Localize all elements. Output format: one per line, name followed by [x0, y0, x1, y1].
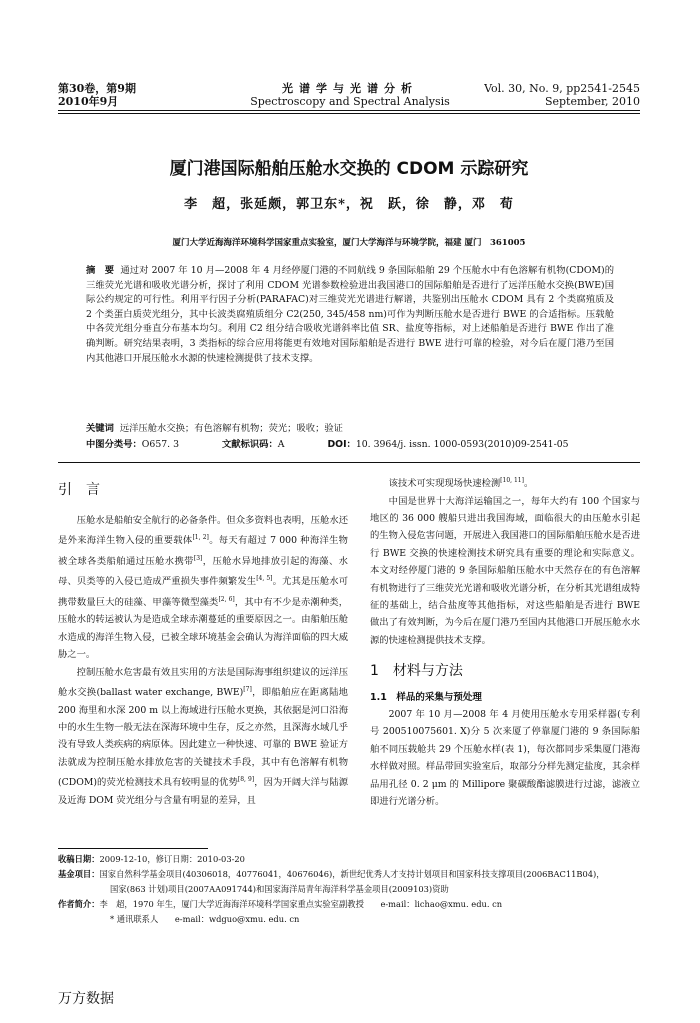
- left-column: [58, 482, 348, 809]
- abstract-label: 摘 要: [86, 265, 115, 276]
- received-date: 收稿日期：2009-12-10，修订日期：2010-03-20: [58, 854, 245, 864]
- footnotes: [58, 852, 648, 927]
- footnote-rule: [58, 848, 208, 849]
- keywords-label: 关键词: [86, 423, 114, 434]
- doc-code-value: A: [277, 439, 285, 450]
- affiliation: 厦门大学近海海洋环境科学国家重点实验室，厦门大学海洋与环境学院，福建 厦门 361005: [172, 238, 526, 248]
- doi-value: 10. 3964/j. issn. 1000-0593(2010)09-2541-05: [355, 439, 569, 450]
- keywords: [86, 422, 614, 436]
- header-volume: [58, 82, 136, 108]
- header-volume-cn: 第30卷，第9期: [58, 82, 136, 95]
- abstract-rule: [58, 462, 640, 463]
- intro-paragraph: 压舱水是船舶安全航行的必备条件。但众多资料也表明，压舱水还是外来海洋生物入侵的重要载体[1, 2]。每天有超过 7 000 种海洋生物被全球各类船舶通过压舱水携带[3]，压舱水异地排放引起的海藻、水母、贝类等的入侵已造成严重损失事件频繁发生[4, 5]。尤其是压舱水可携带数量巨大的硅藻、甲藻等微型藻类[2, 6]，其中有不少是赤潮种类，压舱水的转运被认为是造成全球赤潮蔓延的重要原因之一。由船舶压舱水造成的海洋生物入侵，已被全球环境基金会确认为海洋面临的四大威胁之一。: [58, 515, 348, 661]
- header-date-en: September, 2010: [544, 95, 640, 108]
- clc-label: 中图分类号：: [86, 439, 142, 450]
- header-rule-thin: [58, 113, 640, 114]
- abstract: [86, 264, 614, 366]
- author-list: 李 超，张延颇，郭卫东*，祝 跃，徐 静，邓 荀: [184, 197, 514, 212]
- classification: [86, 438, 614, 452]
- intro-paragraph: 控制压舱水危害最有效且实用的方法是国际海事组织建议的远洋压舱水交换(ballast water exchange, BWE)[7]，即船舶应在距离陆地 200 海里和水深 200 m 以上海域进行压舱水更换，其依据是河口沿海中的水生生物一般无法在深海环境中生存，反之亦然，且深海水域几乎没有导致人类疾病的病原体。因此建立一种快速、可靠的 BWE 验证方法就成为控制压舱水排放危害的关键技术手段，其中有色溶解有机物(CDOM)的荧光检测技术具有较明显的优势[8, 9]，因为开阔大洋与陆源及近海 DOM 荧光组分与含量有明显的差异，且: [58, 666, 348, 806]
- header-volume-en: Vol. 30, No. 9, pp2541-2545: [484, 82, 640, 95]
- section-heading: 1 材料与方法: [370, 663, 463, 680]
- fund-info: 基金项目：国家自然科学基金项目(40306018，40776041，40676046)，新世纪优秀人才支持计划项目和国家科技支撑项目(2006BAC11B04)，: [58, 869, 605, 879]
- abstract-text: 通过对 2007 年 10 月—2008 年 4 月经停厦门港的不同航线 9 条国际船舶 29 个压舱水中有色溶解有机物(CDOM)的三维荧光光谱和吸收光谱分析，探讨了利用 CDOM 光谱参数检验进出我国港口的国际船舶是否进行了远洋压舱水交换(BWE)国际公约规定的可行性。利用平行因子分析(PARAFAC)对三维荧光光谱进行解谱，共鉴别出压舱水 CDOM 具有 2 个类腐殖质及 2 个类蛋白质荧光组分，其中长波类腐殖质组分 C2(250, 345/458 nm)可作为判断压舱水是否进行 BWE 的合适指标。压载舱中各荧光组分垂直分布基本均匀。利用 C2 组分结合吸收光谱斜率比值 SR、盐度等指标，对上述船舶是否进行 BWE 作出了准确判断。研究结果表明，3 类指标的综合应用将能更有效地对国际船舶是否进行 BWE 进行可靠的检验，对今后在厦门港乃至国内其他港口开展压舱水水源的快速检测提供了技术支撑。: [86, 265, 614, 364]
- author-bio: 作者简介：李 超，1970 年生，厦门大学近海海洋环境科学国家重点实验室副教授 e-mail：lichao@xmu. edu. cn: [58, 899, 503, 909]
- fund-info-cont: 国家(863 计划)项目(2007AA091744)和国家海洋局青年海洋科学基金项目(2009103)资助: [110, 884, 449, 894]
- header-journal: [230, 82, 470, 108]
- right-paragraph: 2007 年 10 月—2008 年 4 月使用压舱水专用采样器(专利号 200510075601. X)分 5 次来厦了停靠厦门港的 9 条国际船舶不同压载舱共 29 个压舱水样(表 1)，每次都同步采集厦门港海水样做对照。样品带回实验室后，取部分分样先测定盐度，其余样品用孔径 0. 2 μm 的 Millipore 聚碳酸酯滤膜进行过滤，滤液立即进行光谱分析。: [370, 708, 640, 807]
- header-rule: [58, 110, 640, 111]
- paper-title: 厦门港国际船舶压舱水交换的 CDOM 示踪研究: [169, 159, 529, 179]
- keywords-text: 远洋压舱水交换；有色溶解有机物；荧光；吸收；验证: [119, 423, 343, 434]
- right-paragraph: 中国是世界十大海洋运输国之一，每年大约有 100 个国家与地区的 36 000 艘船只进出我国海域，面临很大的由压舱水引起的生物入侵危害问题，开展进入我国港口的国际船舶压舱水是否进行 BWE 交换的快速检测技术研究具有重要的理论和实际意义。本文对经停厦门港的 9 条国际船舶压舱水中天然存在的有色溶解有机物进行了三维荧光光谱和吸收光谱分析，在分析其光谱组成特征的基础上，结合盐度等其他指标，对这些船舶是否进行 BWE 做出了有效判断，为今后在厦门港乃至国内其他港口开展压舱水水源的快速检测提供技术支撑。: [370, 495, 640, 646]
- right-column: [370, 472, 640, 810]
- header-date-cn: 2010年9月: [58, 95, 119, 108]
- subsection-heading: 1.1 样品的采集与预处理: [370, 691, 482, 703]
- right-paragraph: 该技术可实现现场快速检测[10, 11]。: [388, 477, 534, 490]
- corresponding-author: * 通讯联系人 e-mail：wdguo@xmu. edu. cn: [110, 914, 300, 924]
- watermark: 万方数据: [58, 991, 114, 1007]
- header-journal-cn: 光谱学与光谱分析: [282, 82, 418, 95]
- header-journal-en: Spectroscopy and Spectral Analysis: [250, 95, 450, 108]
- intro-heading: 引 言: [58, 482, 100, 498]
- doi-label: DOI：: [327, 439, 356, 450]
- header-issue: [484, 82, 640, 108]
- doc-code-label: 文献标识码：: [221, 439, 278, 450]
- clc-value: O657. 3: [141, 439, 179, 450]
